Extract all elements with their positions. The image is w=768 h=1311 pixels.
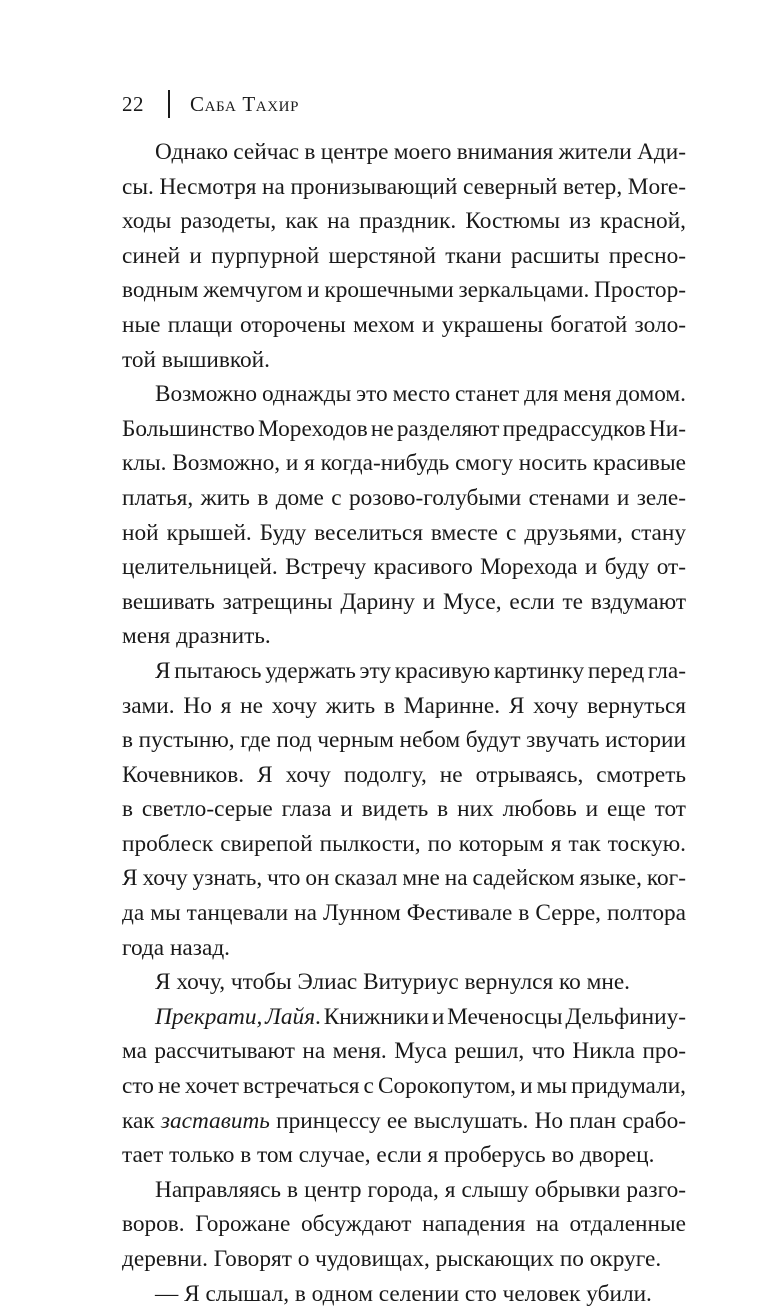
text-line — [122, 896, 686, 931]
text-segment: синей и пурпурной шерстяной ткани расшиты пресно- — [122, 242, 686, 269]
text-segment: Я хочу, чтобы Элиас Витуриус вернулся ко мне. — [155, 969, 630, 996]
text-line — [122, 412, 686, 447]
text-segment: проблеск свирепой пылкости, по которым я так тоскую. — [122, 830, 686, 857]
text-segment: ма рассчитывают на меня. Муса решил, что Никла про- — [122, 1038, 686, 1065]
text-line — [122, 1138, 686, 1173]
text-line — [122, 1173, 686, 1208]
running-header — [122, 88, 299, 120]
text-segment: клы. Возможно, и я когда-нибудь смогу носить красивые — [122, 450, 686, 477]
text-line — [122, 827, 686, 862]
text-line — [122, 170, 686, 205]
text-line — [122, 204, 686, 239]
text-line — [122, 654, 686, 689]
text-line — [122, 377, 686, 412]
text-segment: вешивать затрещины Дарину и Мусе, если те вздумают — [122, 588, 686, 615]
text-segment: деревни. Говорят о чудовищах, рыскающих по округе. — [122, 1246, 662, 1272]
text-line — [122, 792, 686, 827]
text-segment: Направляясь в центр города, я слышу обрывки разго- — [155, 1176, 686, 1203]
page-number: 22 — [122, 91, 144, 116]
text-line — [122, 1069, 686, 1104]
text-line — [122, 861, 686, 896]
text-segment: Однако сейчас в центре моего внимания жители Ади- — [155, 139, 686, 165]
text-segment: Большинство Мореходов не разделяют предрассудков Ни- — [122, 415, 686, 442]
text-segment: Возможно однажды это место станет для меня домом. — [155, 381, 686, 408]
text-segment: меня дразнить. — [122, 623, 271, 650]
text-line — [122, 343, 686, 378]
text-segment: — Я слышал, в одном селении сто человек убили. — [155, 1280, 652, 1307]
text-segment: принцессу ее выслушать. Но план срабо- — [269, 1107, 686, 1134]
text-segment: сто не хочет встречаться с Сорокопутом, и мы придумали, — [122, 1073, 686, 1100]
text-line — [122, 1207, 686, 1242]
header-divider — [168, 90, 170, 118]
text-line — [122, 1034, 686, 1069]
text-segment: Я пытаюсь удержать эту красивую картинку перед гла- — [155, 657, 686, 684]
text-line — [122, 1104, 686, 1139]
text-segment: Кочевников. Я хочу подолгу, не отрываясь, смотреть — [122, 761, 686, 788]
text-line — [122, 1000, 686, 1035]
text-segment: Я хочу узнать, что он сказал мне на садейском языке, ког- — [122, 865, 686, 892]
text-segment: той вышивкой. — [122, 346, 270, 373]
text-line — [122, 1277, 686, 1311]
text-line — [122, 689, 686, 724]
text-segment: ной крышей. Буду веселиться вместе с друзьями, стану — [122, 519, 686, 546]
text-segment: целительницей. Встречу красивого Морехода и буду от- — [122, 554, 686, 581]
text-line — [122, 758, 686, 793]
italic-segment: заставить — [160, 1107, 270, 1134]
text-segment: ные плащи оторочены мехом и украшены богатой золо- — [122, 311, 686, 338]
text-segment: воров. Горожане обсуждают нападения на отдаленные — [122, 1211, 686, 1238]
text-segment: водным жемчугом и крошечными зеркальцами. Простор- — [122, 277, 686, 304]
text-line — [122, 550, 686, 585]
text-line — [122, 931, 686, 966]
italic-segment: Прекрати, Лайя — [155, 1003, 316, 1030]
text-line — [122, 446, 686, 481]
text-line — [122, 308, 686, 343]
text-segment: тает только в том случае, если я проберусь во дворец. — [122, 1142, 655, 1169]
text-segment: в пустыню, где под черным небом будут звучать истории — [122, 727, 686, 754]
text-line — [122, 585, 686, 620]
text-line — [122, 481, 686, 516]
text-segment: года назад. — [122, 934, 230, 961]
text-segment: да мы танцевали на Лунном Фестивале в Серре, полтора — [122, 900, 686, 927]
text-line — [122, 965, 686, 1000]
text-segment: зами. Но я не хочу жить в Маринне. Я хочу вернуться — [122, 692, 686, 719]
text-segment: как — [122, 1107, 161, 1134]
text-line — [122, 516, 686, 551]
text-segment: в светло-серые глаза и видеть в них любовь и еще тот — [122, 796, 686, 823]
text-segment: . Книжники и Меченосцы Дельфиниу- — [315, 1003, 686, 1030]
text-line — [122, 135, 686, 170]
running-title: Саба Тахир — [190, 91, 300, 116]
text-line — [122, 723, 686, 758]
text-segment: платья, жить в доме с розово-голубыми стенами и зеле- — [122, 484, 686, 511]
text-line — [122, 619, 686, 654]
text-line — [122, 273, 686, 308]
text-segment: ходы разодеты, как на праздник. Костюмы из красной, — [122, 208, 686, 235]
text-segment: сы. Несмотря на пронизывающий северный ветер, More- — [122, 173, 686, 200]
text-line — [122, 1242, 686, 1277]
text-line — [122, 239, 686, 274]
body-text — [122, 135, 686, 1311]
